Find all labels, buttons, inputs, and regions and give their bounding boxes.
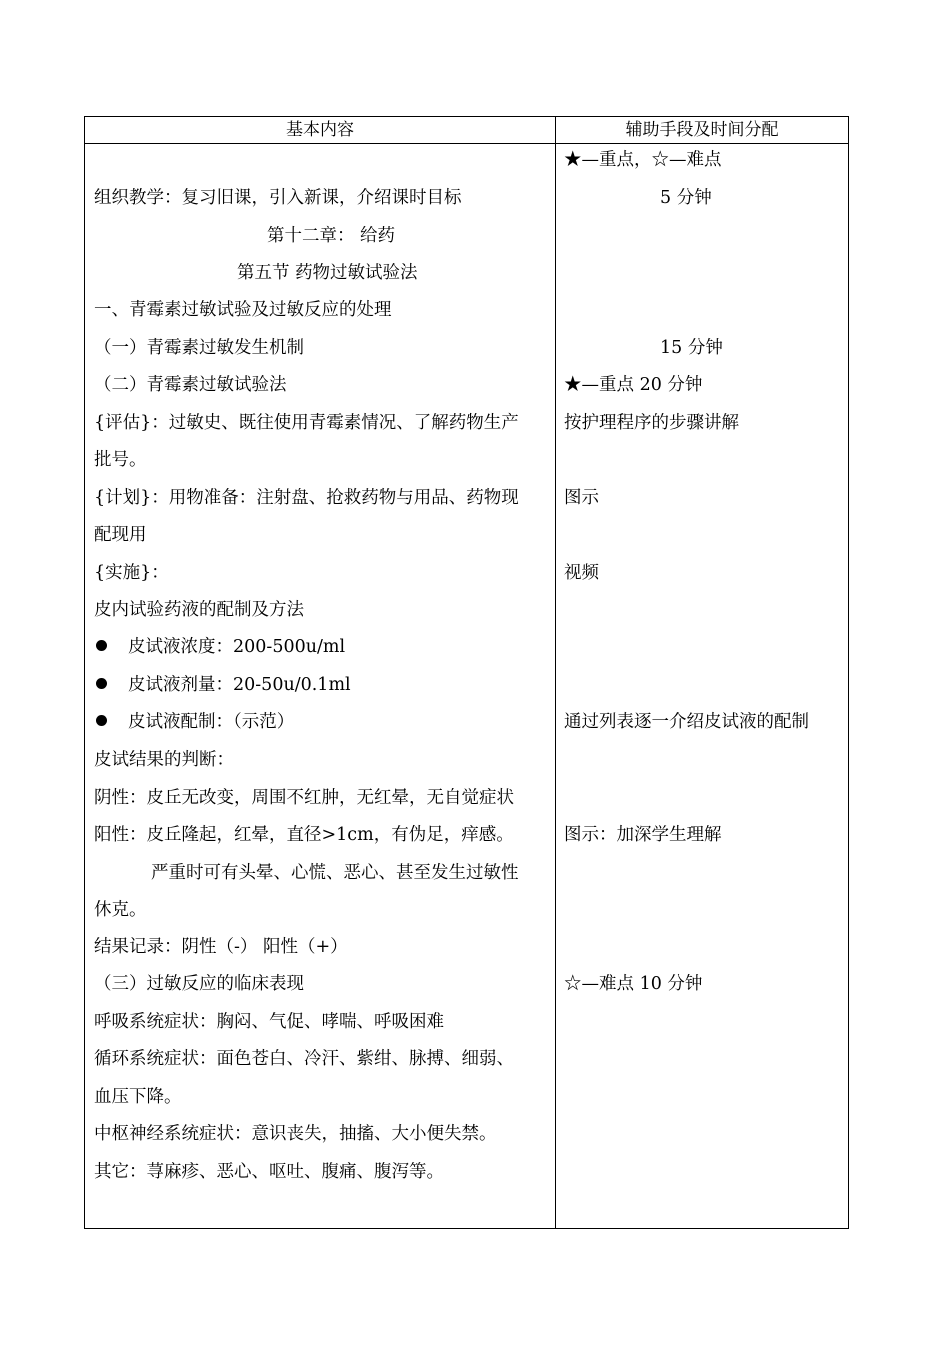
time-15min: 15 分钟 [660,338,723,358]
other-symptoms: 其它：荨麻疹、恶心、呕吐、腹痛、腹泻等。 [94,1162,444,1182]
implementation-label: {实施}： [94,563,169,583]
intro-line: 组织教学：复习旧课，引入新课，介绍课时目标 [94,188,462,208]
sub-heading-mechanism: （一）青霉素过敏发生机制 [94,338,304,358]
key-point-20min: ★—重点 20 分钟 [564,375,703,395]
result-record: 结果记录：阴性（-） 阳性（+） [94,937,348,957]
bullet-icon [96,715,107,726]
difficult-point-10min: ☆—难点 10 分钟 [564,974,703,994]
legend-text: ★—重点，☆—难点 [564,150,722,170]
time-5min: 5 分钟 [660,188,712,208]
part-one-heading: 一、青霉素过敏试验及过敏反应的处理 [94,300,392,320]
plan-line-2: 配现用 [94,525,147,545]
cns-symptoms: 中枢神经系统症状：意识丧失，抽搐、大小便失禁。 [94,1124,497,1144]
section-title: 第五节 药物过敏试验法 [237,263,418,283]
assessment-line-1: {评估}：过敏史、既往使用青霉素情况、了解药物生产 [94,413,519,433]
bullet-concentration [94,635,345,659]
result-judgement-heading: 皮试结果的判断： [94,750,234,770]
circulatory-symptoms-1: 循环系统症状：面色苍白、冷汗、紫绀、脉搏、细弱、 [94,1049,514,1069]
figure-note: 图示 [564,488,599,508]
bullet-icon [96,640,107,651]
respiratory-symptoms: 呼吸系统症状：胸闷、气促、哮喘、呼吸困难 [94,1012,444,1032]
bullet-icon [96,678,107,689]
list-note: 通过列表逐一介绍皮试液的配制 [564,712,809,732]
chapter-title: 第十二章： 给药 [267,226,396,246]
circulatory-symptoms-2: 血压下降。 [94,1087,182,1107]
bullet-preparation [94,710,294,734]
sub-heading-clinical: （三）过敏反应的临床表现 [94,974,304,994]
bullet-text: 皮试液剂量：20-50u/0.1ml [128,675,351,695]
header-divider [85,143,848,144]
plan-line-1: {计划}：用物准备：注射盘、抢救药物与用品、药物现 [94,488,519,508]
sub-heading-test-method: （二）青霉素过敏试验法 [94,375,287,395]
header-basic-content: 基本内容 [286,120,354,140]
figure-understanding-note: 图示：加深学生理解 [564,825,722,845]
negative-result: 阴性：皮丘无改变，周围不红肿，无红晕，无自觉症状 [94,788,514,808]
video-note: 视频 [564,563,599,583]
bullet-dose [94,673,351,697]
assessment-line-2: 批号。 [94,450,147,470]
nursing-process-note: 按护理程序的步骤讲解 [564,413,739,433]
preparation-title: 皮内试验药液的配制及方法 [94,600,304,620]
header-aids-time: 辅助手段及时间分配 [625,120,779,140]
severe-line-1: 严重时可有头晕、心慌、恶心、甚至发生过敏性 [151,863,519,883]
bullet-text: 皮试液配制：（示范） [128,712,295,732]
positive-result: 阳性：皮丘隆起，红晕，直径>1cm，有伪足，痒感。 [94,825,514,845]
severe-line-2: 休克。 [94,900,147,920]
bullet-text: 皮试液浓度：200-500u/ml [128,637,346,657]
column-divider [555,117,556,1228]
